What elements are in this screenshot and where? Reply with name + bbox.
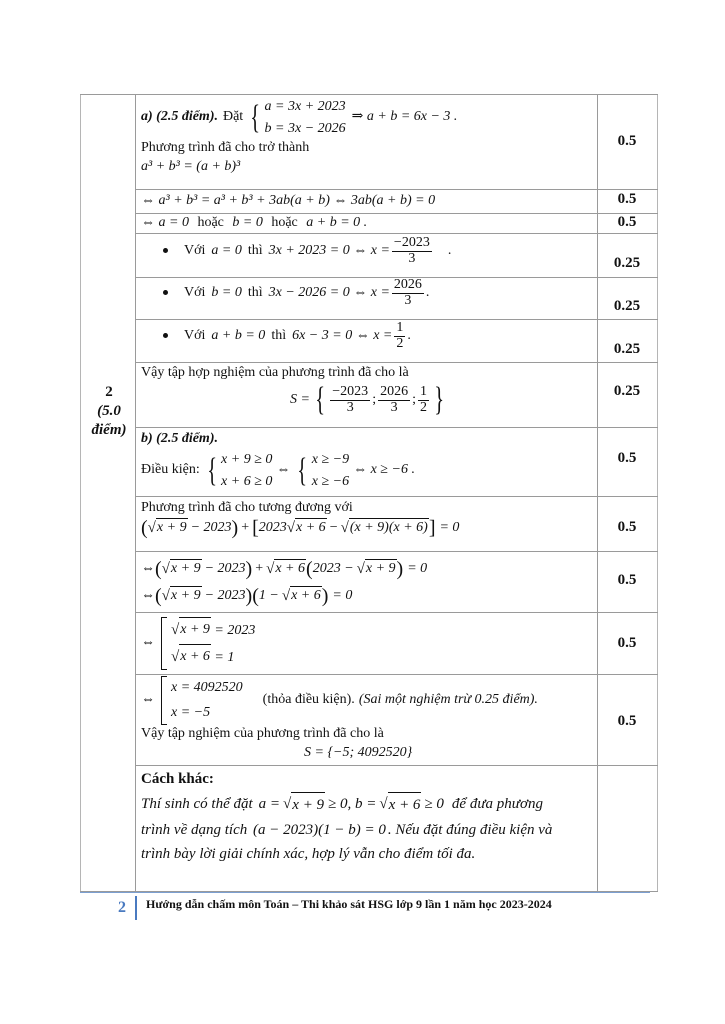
case-condition: b = 0 (211, 284, 242, 300)
row-divider (135, 427, 658, 428)
row-divider (135, 233, 658, 234)
page-number: 2 (118, 899, 126, 916)
table-border-left (80, 94, 81, 892)
case-b-zero: b = 0 (232, 215, 263, 230)
final-solution-set: S = {−5; 4092520} (304, 744, 413, 760)
case-prefix: Với (184, 327, 206, 343)
score: 0.25 (613, 341, 641, 357)
transform-line: Phương trình đã cho trở thành (141, 140, 310, 156)
row-divider (135, 189, 658, 190)
substitution-system: { a = 3x + 2023 b = 3x − 2026 (247, 96, 345, 139)
set-prefix: S = (290, 391, 310, 407)
case-fraction: $\frac{2026}{3}$ (393, 277, 422, 308)
condition-word: Điều kiện: (141, 462, 200, 478)
case-condition: a = 0 (211, 242, 242, 258)
score: 0.5 (617, 214, 637, 230)
question-number-cell (83, 383, 135, 439)
score: 0.5 (617, 519, 637, 535)
row-divider (135, 765, 658, 766)
case-2: Với b = 0 thì 3x − 2026 = 0 ⇔ x = $\frac{2026}{3}$ . (163, 278, 429, 308)
score: 0.5 (617, 133, 637, 149)
set-fraction: $\frac{-2023}{3}$ (332, 383, 369, 415)
row-divider (135, 496, 658, 497)
alternative-title: Cách khác: (141, 771, 214, 787)
row-divider (135, 551, 658, 552)
final-line: Vậy tập nghiệm của phương trình đã cho là (141, 726, 384, 741)
case-a-zero: ⇔ a = 0 (141, 215, 189, 230)
equivalent-line: Phương trình đã cho tương đương với (141, 500, 353, 515)
condition-system: { x + 9 ≥ 0 x + 6 ≥ 0 (206, 451, 273, 489)
score: 0.25 (613, 383, 641, 399)
split-cases: ⇔ √ x + 9 = 2023 √ x + 6 = 1 (141, 617, 255, 670)
or-word: hoặc (197, 215, 224, 230)
footer-rule (80, 892, 650, 893)
case-equation: 3x − 2026 = 0 ⇔ x = (268, 284, 390, 300)
score: 0.5 (617, 713, 637, 729)
condition-result: ⇔ x ≥ −6 . (353, 462, 415, 478)
question-number: 2 (105, 384, 113, 400)
part-b-label: b) (2.5 điểm). (141, 431, 218, 446)
score: 0.25 (613, 255, 641, 271)
set-word: Đặt (222, 109, 244, 125)
case-equation: 6x − 3 = 0 ⇔ x = (292, 327, 393, 343)
set-fraction: $\frac{1}{2}$ (419, 383, 427, 415)
score: 0.5 (617, 191, 637, 207)
solution-note: (thỏa điều kiện). (262, 692, 355, 708)
case-fraction: $\frac{1}{2}$ (396, 320, 404, 351)
step-cases (141, 214, 367, 233)
sum-result: ⇒ a + b = 6x − 3 . (351, 109, 458, 125)
factor-steps: ⇔ ( √ x + 9 − 2023 ) + √ x + 6 ( 2023 − √ x + 9 ) = 0 ⇔ ( √ x + 9 − 2023 ) ( 1 − √ x + 6 ) = 0 (141, 558, 428, 607)
case-3: Với a + b = 0 thì 6x − 3 = 0 ⇔ x = $\frac{1}{2}$ . (163, 321, 411, 351)
part-a-setup (141, 96, 457, 177)
solution-penalty: (Sai một nghiệm trừ 0.25 điểm). (358, 692, 538, 708)
case-then: thì (247, 284, 263, 300)
row-divider (135, 362, 658, 363)
score: 0.25 (613, 298, 641, 314)
case-prefix: Với (184, 242, 206, 258)
score: 0.5 (617, 635, 637, 651)
set-fraction: $\frac{2026}{3}$ (380, 383, 409, 415)
case-fraction: $\frac{-2023}{3}$ (393, 235, 430, 266)
case-then: thì (247, 242, 263, 258)
score: 0.5 (617, 450, 637, 466)
bullet-icon (163, 248, 168, 253)
case-sum-zero: a + b = 0 . (306, 215, 368, 230)
row-divider (135, 674, 658, 675)
or-word: hoặc (271, 215, 298, 230)
part-b-setup: b) (2.5 điểm). Điều kiện: { x + 9 ≥ 0 x + 6 ≥ 0 ⇔ { x ≥ −9 x ≥ −6 ⇔ x ≥ −6 . (141, 430, 415, 492)
part-a-solution-set: S = { $\frac{-2023}{3}$ ; $\frac{2026}{3}$ ; $\frac{1}{2}$ } (290, 381, 445, 418)
bullet-icon (163, 333, 168, 338)
case-then: thì (271, 327, 287, 343)
solutions: ⇔ x = 4092520 x = −5 (thỏa điều kiện). (Sai một nghiệm trừ 0.25 điểm). Vậy tập nghiệm của phương trình đã cho là S = {−5; 4092520} (141, 676, 538, 763)
part-a-label: a) (2.5 điểm). (141, 109, 218, 125)
case-condition: a + b = 0 (211, 327, 266, 343)
alternative-method: Cách khác: Thí sinh có thể đặt a = √ x + 9 ≥ 0, b = √ x + 6 ≥ 0 để đưa phương trình về dạng tích (a − 2023)(1 − b) = 0 . Nếu đặt đúng điều kiện và trình bày lời giải chính xác, hợp lý vẫn cho điểm tối đa. (141, 767, 552, 867)
part-a-conclusion: Vậy tập hợp nghiệm của phương trình đã cho là (141, 365, 409, 380)
row-divider (135, 612, 658, 613)
condition-system-solved: { x ≥ −9 x ≥ −6 (297, 451, 350, 489)
sys-row-a: a = 3x + 2023 (264, 99, 346, 114)
case-1: Với a = 0 thì 3x + 2023 = 0 ⇔ x = $\frac{-2023}{3}$ . (163, 236, 451, 266)
case-equation: 3x + 2023 = 0 ⇔ x = (268, 242, 390, 258)
step-expand: ⇔ a³ + b³ = a³ + b³ + 3ab(a + b) ⇔ 3ab(a + b) = 0 (141, 193, 436, 208)
question-points-unit: điểm) (91, 421, 127, 438)
footer-bar (135, 896, 137, 920)
score: 0.5 (617, 572, 637, 588)
question-points: (5.0 (97, 402, 121, 419)
cubic-identity: a³ + b³ = (a + b)³ (141, 159, 241, 175)
bullet-icon (163, 290, 168, 295)
page-footer (80, 894, 650, 920)
case-prefix: Với (184, 284, 206, 300)
equivalent-equation: Phương trình đã cho tương đương với ( √ x + 9 − 2023 ) + [ 2023 √ x + 6 − √ (x + 9)(x + 6) ] = 0 (141, 500, 460, 540)
sys-row-b: b = 3x − 2026 (264, 120, 346, 136)
footer-text: Hướng dẫn chấm môn Toán – Thi khảo sát HSG lớp 9 lần 1 năm học 2023-2024 (146, 897, 552, 911)
table-border-top (80, 94, 658, 95)
